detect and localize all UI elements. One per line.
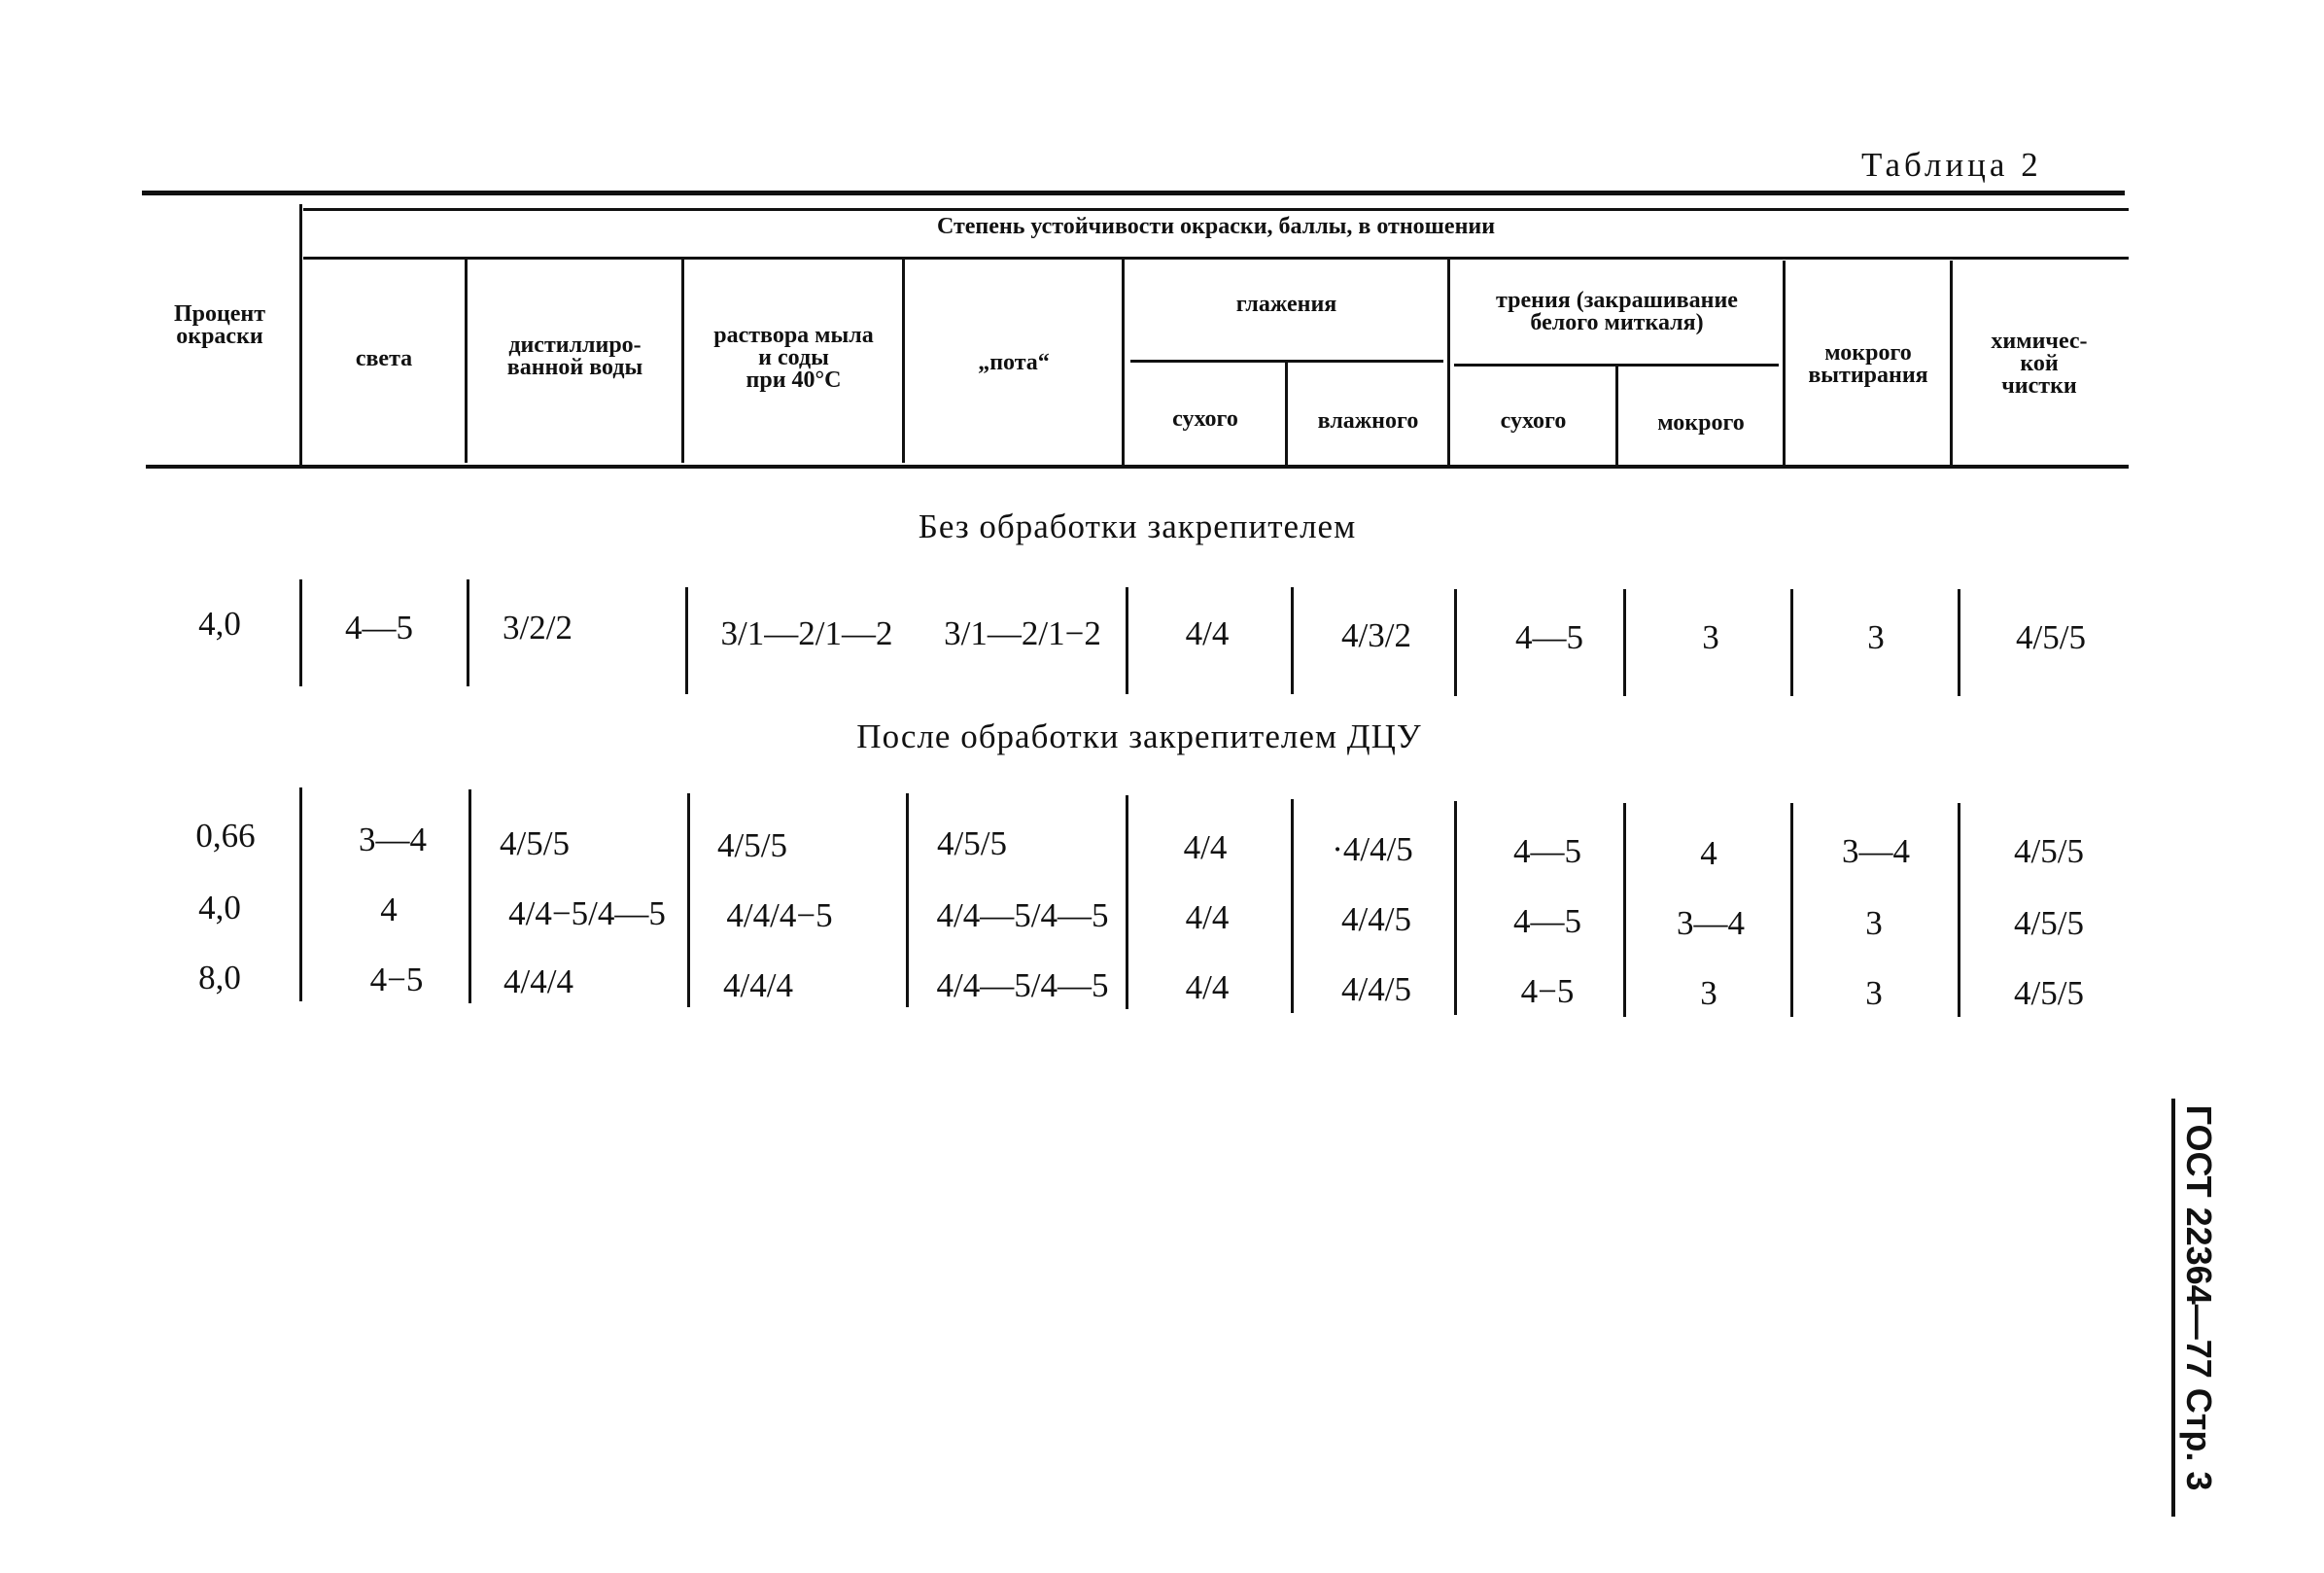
- row-divider: [1790, 803, 1793, 1017]
- header-divider: [465, 257, 468, 463]
- header-divider: [1783, 261, 1786, 469]
- header-divider: [1447, 257, 1450, 469]
- cell-water: 4/5/5: [500, 824, 570, 862]
- cell-chem: 4/5/5: [2014, 904, 2084, 942]
- header-trenie-dry: сухого: [1500, 408, 1567, 434]
- cell-glazh-dry: 4/4: [1185, 614, 1230, 652]
- header-soap: раствора мыла и соды при 40°С: [713, 323, 874, 393]
- header-divider: [1122, 257, 1125, 467]
- header-sveta: света: [355, 346, 413, 371]
- header-pota: „пота“: [978, 350, 1050, 375]
- row-divider: [1790, 589, 1793, 696]
- cell-trenie-dry: 4—5: [1513, 832, 1581, 870]
- row-divider: [1623, 589, 1626, 696]
- cell-glazh-wet: 4/3/2: [1341, 616, 1411, 654]
- cell-water: 4/4/4: [503, 962, 573, 1000]
- header-divider: [1950, 261, 1953, 469]
- row-divider: [299, 787, 302, 1001]
- header-subgroup-rule: [303, 257, 2129, 260]
- header-chem: химичес- кой чистки: [1991, 329, 2088, 399]
- header-glazh: глажения: [1235, 292, 1337, 317]
- cell-water: 3/2/2: [503, 609, 572, 647]
- cell-glazh-wet: 4/4/5: [1341, 900, 1411, 938]
- cell-soap: 4/4/4: [723, 966, 793, 1004]
- cell-percent: 8,0: [198, 959, 241, 996]
- header-divider: [1615, 366, 1618, 469]
- cell-pota: 4/4—5/4—5: [936, 896, 1109, 934]
- cell-glazh-wet: ·4/4/5: [1332, 830, 1413, 868]
- cell-glazh-dry: 4/4: [1185, 898, 1230, 936]
- header-water: дистиллиро- ванной воды: [506, 332, 643, 380]
- row-divider: [1958, 803, 1960, 1017]
- row-divider: [906, 793, 909, 1007]
- cell-mokr: 3: [1867, 618, 1885, 656]
- row-divider: [1454, 589, 1457, 696]
- side-rule: [2171, 1099, 2175, 1517]
- header-mokr: мокрого вытирания: [1808, 340, 1928, 388]
- table-top-rule: [142, 191, 2125, 195]
- cell-chem: 4/5/5: [2016, 618, 2086, 656]
- row-divider: [1958, 589, 1960, 696]
- cell-pota: 3/1—2/1−2: [944, 614, 1101, 652]
- row-divider: [1291, 587, 1294, 694]
- row-divider: [1291, 799, 1294, 1013]
- header-trenie: трения (закрашивание белого миткаля): [1496, 288, 1738, 335]
- cell-trenie-wet: 3: [1702, 618, 1719, 656]
- cell-trenie-wet: 3: [1700, 974, 1717, 1012]
- header-glazh-wet: влажного: [1317, 408, 1419, 434]
- cell-sveta: 4—5: [345, 609, 413, 647]
- section-title: Без обработки закрепителем: [918, 507, 1357, 545]
- row-divider: [1454, 801, 1457, 1015]
- cell-chem: 4/5/5: [2014, 974, 2084, 1012]
- table-title: Таблица 2: [1861, 146, 2042, 184]
- header-divider: [902, 257, 905, 463]
- cell-glazh-dry: 4/4: [1183, 828, 1228, 866]
- cell-percent: 4,0: [198, 889, 241, 926]
- header-percent: Процент окраски: [173, 301, 266, 349]
- row-divider: [1126, 795, 1128, 1009]
- cell-mokr: 3: [1865, 974, 1883, 1012]
- header-divider: [681, 257, 684, 463]
- cell-soap: 4/5/5: [717, 826, 787, 864]
- cell-trenie-wet: 4: [1700, 834, 1717, 872]
- row-divider: [1126, 587, 1128, 694]
- cell-mokr: 3—4: [1842, 832, 1910, 870]
- cell-pota: 4/4—5/4—5: [936, 966, 1109, 1004]
- row-divider: [467, 579, 469, 686]
- cell-percent: 4,0: [198, 605, 241, 643]
- header-divider: [299, 204, 302, 467]
- cell-sveta: 4: [380, 891, 398, 928]
- section-title: После обработки закрепителем ДЦУ: [856, 717, 1422, 755]
- row-divider: [687, 793, 690, 1007]
- header-bottom-rule: [146, 465, 2129, 469]
- cell-trenie-dry: 4—5: [1515, 618, 1583, 656]
- cell-pota: 4/5/5: [937, 824, 1007, 862]
- cell-mokr: 3: [1865, 904, 1883, 942]
- cell-water: 4/4−5/4—5: [508, 894, 666, 932]
- cell-chem: 4/5/5: [2014, 832, 2084, 870]
- cell-glazh-wet: 4/4/5: [1341, 970, 1411, 1008]
- header-group-rule: [303, 208, 2129, 211]
- header-trenie-wet: мокрого: [1657, 410, 1745, 436]
- header-divider: [1285, 362, 1288, 469]
- row-divider: [685, 587, 688, 694]
- header-group: Степень устойчивости окраски, баллы, в отношении: [936, 214, 1496, 239]
- cell-sveta: 3—4: [359, 821, 427, 858]
- row-divider: [299, 579, 302, 686]
- row-divider: [1623, 803, 1626, 1017]
- cell-percent: 0,66: [195, 817, 256, 855]
- cell-trenie-dry: 4−5: [1520, 972, 1575, 1010]
- header-glazh-dry: сухого: [1172, 406, 1238, 432]
- cell-trenie-wet: 3—4: [1677, 904, 1745, 942]
- cell-trenie-dry: 4—5: [1513, 902, 1581, 940]
- row-divider: [468, 789, 471, 1003]
- cell-glazh-dry: 4/4: [1185, 968, 1230, 1006]
- cell-soap: 4/4/4−5: [726, 896, 833, 934]
- page-number-label: ГОСТ 22364—77 Стр. 3: [2179, 1104, 2219, 1491]
- cell-soap: 3/1—2/1—2: [720, 614, 893, 652]
- cell-sveta: 4−5: [369, 961, 424, 998]
